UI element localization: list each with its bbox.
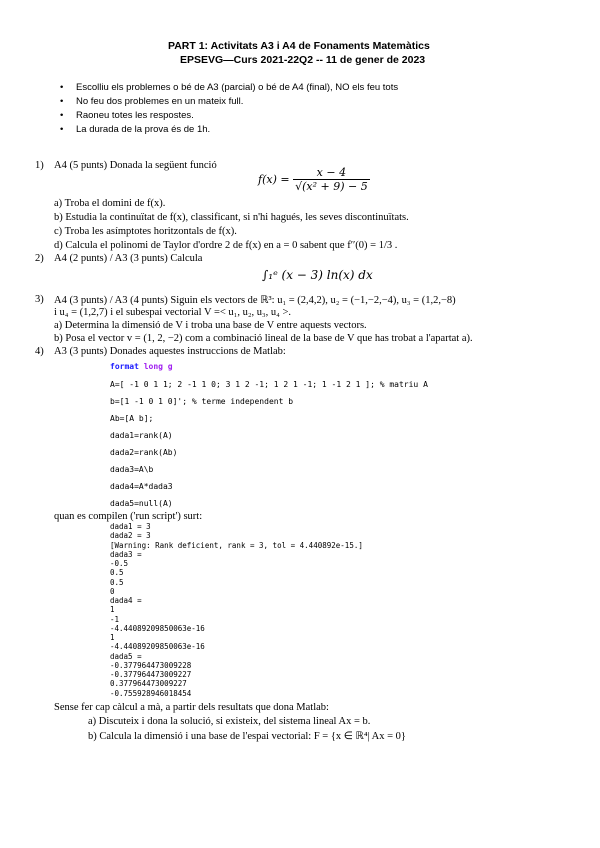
p1-part-c: c) Troba les asímptotes horitzontals de f(x). <box>54 226 237 237</box>
p1-part-d: d) Calcula el polinomi de Taylor d'ordre 2 de f(x) en a = 0 sabent que f′′(0) = 1/3 . <box>54 240 398 251</box>
code-line-9: dada5=null(A) <box>110 499 173 508</box>
output-line-19: -0.755928946018454 <box>110 688 192 698</box>
page-title: PART 1: Activitats A3 i A4 de Fonaments Matemàtics <box>168 40 430 52</box>
course-subtitle: EPSEVG—Curs 2021-22Q2 -- 11 de gener de 2023 <box>180 54 426 66</box>
output-line-17: -0.377964473009227 <box>110 670 192 680</box>
p1-formula-lhs: f(x) = <box>258 173 290 186</box>
p1-part-a: a) Troba el domini de f(x). <box>54 198 166 209</box>
p1-formula <box>258 166 370 193</box>
output-line-6: 0.5 <box>110 568 124 578</box>
code-line-4: Ab=[A b]; <box>110 414 154 423</box>
output-line-12: -4.44089209850063e-16 <box>110 623 205 633</box>
output-line-3: [Warning: Rank deficient, rank = 3, tol = 4.440892e-15.] <box>110 540 363 550</box>
p3-line2: i u₄ = (1,2,7) i el subespai vectorial V =< u₁, u₂, u₃, u₄ >. <box>54 307 291 318</box>
code-line-8: dada4=A*dada3 <box>110 482 173 491</box>
p2-number: 2) <box>35 253 44 264</box>
p4-run-text: quan es compilen ('run script') surt: <box>54 511 203 522</box>
p3-number: 3) <box>35 294 44 305</box>
output-line-8: 0 <box>110 586 115 596</box>
instruction-1: • Escolliu els problemes o bé de A3 (parcial) o bé de A4 (final), NO els feu tots <box>76 82 398 93</box>
code-arg: long g <box>143 362 173 371</box>
output-line-10: 1 <box>110 605 115 615</box>
output-line-15: dada5 = <box>110 651 142 661</box>
output-line-2: dada2 = 3 <box>110 531 151 541</box>
output-line-13: 1 <box>110 633 115 643</box>
p1-fraction <box>293 166 370 193</box>
code-line-7: dada3=A\b <box>110 465 154 474</box>
p4-part-a: a) Discuteix i dona la solució, si existeix, del sistema lineal Ax = b. <box>88 716 371 727</box>
instruction-4: • La durada de la prova és de 1h. <box>76 124 210 135</box>
p1-number: 1) <box>35 160 44 171</box>
p3-part-b: b) Posa el vector v = (1, 2, −2) com a combinació lineal de la base de V que has trobat a l'apartat a). <box>54 333 473 344</box>
p4-closing-visible: Sense fer cap càlcul a mà, a partir dels resultats que dona Matlab: <box>54 702 329 713</box>
p2-intro: A4 (2 punts) / A3 (3 punts) Calcula <box>54 253 203 264</box>
p4-number: 4) <box>35 346 44 357</box>
p3-part-a: a) Determina la dimensió de V i troba una base de V entre aquests vectors. <box>54 320 367 331</box>
p4-part-b: b) Calcula la dimensió i una base de l'espai vectorial: F = {x ∈ ℝ⁴| Ax = 0} <box>88 731 406 742</box>
instruction-2: • No feu dos problemes en un mateix full. <box>76 96 243 107</box>
output-line-18: 0.377964473009227 <box>110 679 187 689</box>
output-line-5: -0.5 <box>110 559 129 569</box>
code-keyword: format <box>110 362 144 371</box>
output-line-1: dada1 = 3 <box>110 522 151 531</box>
code-line-1 <box>110 362 173 371</box>
code-line-3: b=[1 -1 0 1 0]'; % terme independent b <box>110 397 294 406</box>
p1-part-b: b) Estudia la continuïtat de f(x), classificant, si n'hi hagués, les seves discontinuïtats. <box>54 212 409 223</box>
output-line-11: -1 <box>110 614 120 624</box>
output-line-7: 0.5 <box>110 577 124 587</box>
output-line-14: -4.44089209850063e-16 <box>110 642 205 652</box>
instruction-3: • Raoneu totes les respostes. <box>76 110 194 121</box>
output-line-9: dada4 = <box>110 596 142 606</box>
code-line-6: dada2=rank(Ab) <box>110 448 178 457</box>
code-line-2: A=[ -1 0 1 1; 2 -1 1 0; 3 1 2 -1; 1 2 1 -1; 1 -1 2 1 ]; % matriu A <box>110 380 428 389</box>
p1-intro: A4 (5 punts) Donada la següent funció <box>54 160 217 171</box>
p1-numerator: x − 4 <box>293 166 370 180</box>
output-line-4: dada3 = <box>110 549 142 559</box>
output-line-16: -0.377964473009228 <box>110 660 192 670</box>
p4-intro: A3 (3 punts) Donades aquestes instruccions de Matlab: <box>54 346 286 357</box>
p2-integral: ∫₁ᵉ (x − 3) ln(x) dx <box>262 268 373 282</box>
p1-denominator: √(x² + 9) − 5 <box>295 180 368 193</box>
p3-line1: A4 (3 punts) / A3 (4 punts) Siguin els vectors de ℝ³: u₁ = (2,4,2), u₂ = (−1,−2,−4), u₃ = (1,2,−8) <box>54 295 456 306</box>
code-line-5: dada1=rank(A) <box>110 431 173 440</box>
